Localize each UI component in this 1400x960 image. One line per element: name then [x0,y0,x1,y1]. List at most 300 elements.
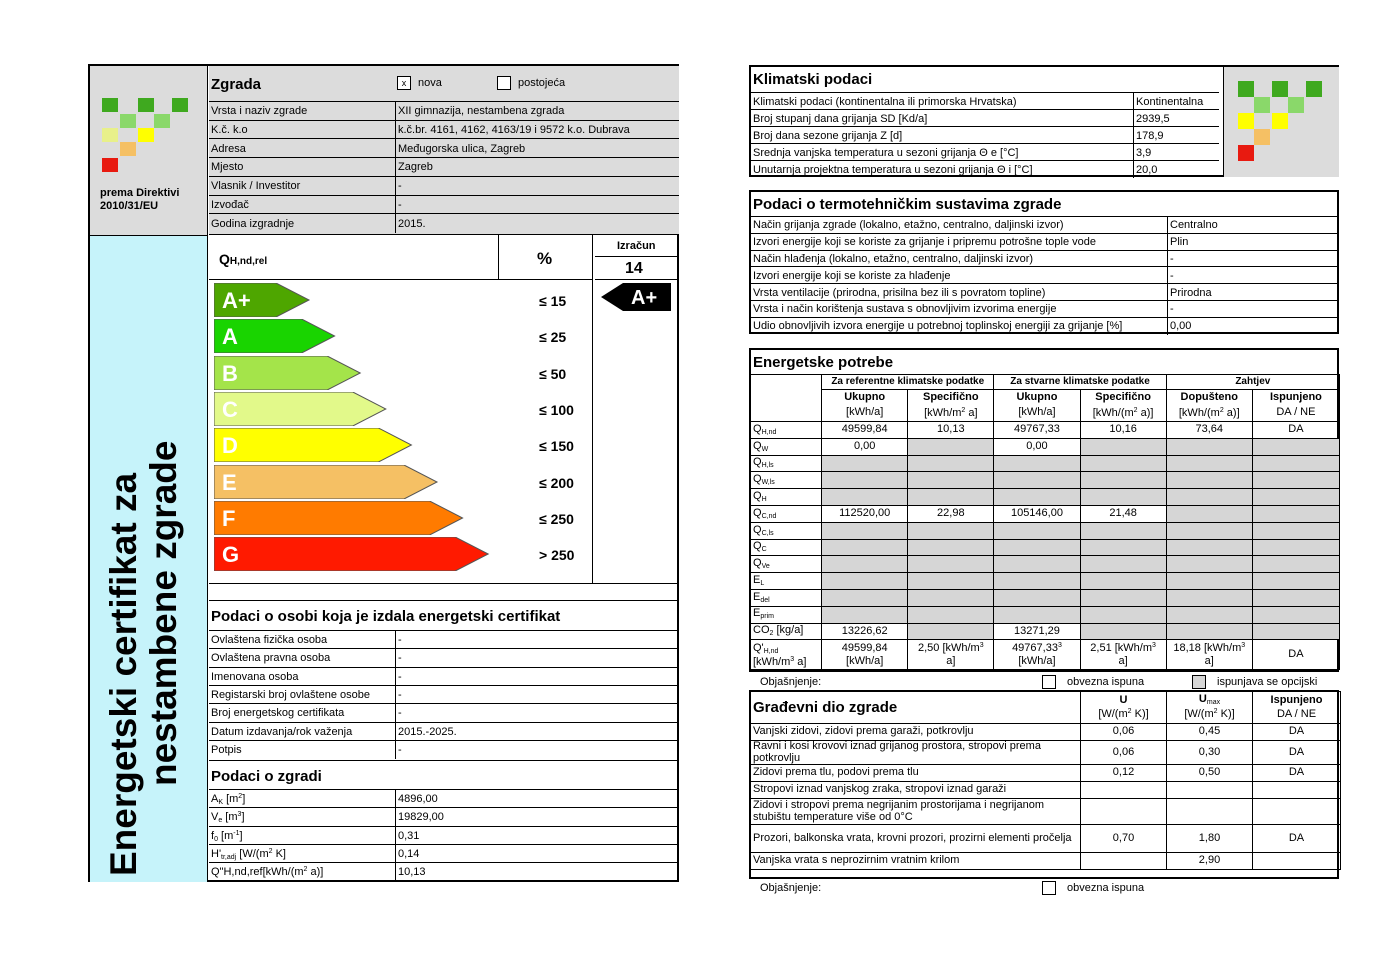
system-value: Plin [1170,236,1189,249]
issuer-divider [395,668,396,686]
issuer-label: Ovlaštena fizička osoba [211,634,328,647]
parts-u: 0,06 [1081,741,1167,765]
building-value: 0,14 [398,847,420,860]
needs-label-main: CO [753,624,770,637]
energy-class-arrow [214,392,386,426]
system-value: Prirodna [1170,286,1212,299]
building-label-sub: e [218,817,223,825]
grp-req-header: Zahtjev [1166,375,1339,390]
needs-cell [1252,522,1339,539]
climate-label: Broj dana sezone grijanja Z [d] [753,129,903,142]
needs-label-sub: W,ls [761,479,775,487]
parts-u: 0,70 [1081,825,1167,853]
needs-cell [1252,623,1339,640]
unit-main: [kWh/m [924,406,962,419]
needs-row-label [751,472,822,489]
building-divider [395,845,396,863]
logo-panel [90,66,208,235]
needs-unit [1080,406,1166,422]
needs-label-sub: W [761,445,769,453]
building-row [209,826,679,844]
needs-cell-top: 18,18 [kWh/m [1173,642,1242,655]
needs-label-main: Q [753,557,762,570]
needs-group-header [751,375,1340,390]
needs-cell [1252,589,1339,606]
unit-end: a] [965,406,978,419]
climate-divider [1133,110,1134,127]
needs-cell: DA [1252,422,1339,439]
system-row [751,266,1337,283]
scale-bottom-line [209,583,679,584]
building-label-sup: 2 [268,847,273,855]
building-label-end: ] [241,811,245,824]
parts-unit-sup: 2 [1127,707,1132,715]
building-label [211,811,245,824]
building-row [209,844,679,862]
parts-umax [1167,799,1253,825]
needs-cell [994,539,1080,556]
unit-end: a)] [1137,406,1154,419]
needs-col-col_met: Ispunjeno [1252,390,1339,406]
needs-label-sub: H,nd [761,428,777,436]
zgrada-value: - [398,198,402,211]
needs-cell: 13271,29 [994,623,1080,640]
needs-cell [1252,438,1339,455]
parts-col-header [1081,692,1167,724]
needs-row-label [751,505,822,522]
energy-class-bar-5 [214,428,426,462]
building-data-section [209,760,679,882]
vertical-title-line1: Energetski certifikat za [103,472,144,876]
parts-umax: 0,30 [1167,741,1253,765]
building-label-unit: [m [222,811,238,824]
building-label [211,866,323,879]
building-data-title: Podaci o zgradi [211,768,322,785]
climate-row [751,92,1219,109]
needs-row [751,539,1340,556]
system-row [751,216,1337,233]
needs-section [749,348,1339,672]
needs-cell [1166,589,1252,606]
needs-cell: 49767,33 [994,422,1080,439]
unit-main: [kWh/a] [846,406,884,419]
parts-u: 0,12 [1081,765,1167,782]
needs-row-label [751,422,822,439]
energy-class-limit: ≤ 15 [539,293,567,309]
needs-label-sub: C [761,546,767,554]
needs-cell-sup: 3 [1057,642,1062,650]
parts-u: 0,06 [1081,724,1167,741]
issuer-value: - [398,707,402,720]
building-label-sup: 2 [303,866,308,874]
systems-title: Podaci o termotehničkim sustavima zgrade [753,196,1062,213]
vertical-title [104,256,184,876]
needs-label-main: Q [753,473,762,486]
building-row [209,807,679,825]
calc-value: 14 [625,260,643,277]
needs-label-main: Q [753,506,762,519]
building-divider [395,790,396,808]
needs-row-label [751,438,822,455]
climate-label: Unutarnja projektna temperatura u sezoni grijanja Θ i [°C] [753,163,1033,176]
parts-row-label: Stropovi iznad vanjskog zraka, stropovi iznad garaži [751,782,1081,799]
needs-cell [1166,522,1252,539]
needs-cell [822,606,908,623]
needs-col-col_total: Ukupno [994,390,1080,406]
parts-row-label: Prozori, balkonska vrata, krovni prozori, prozirni elementi pročelja [751,825,1081,853]
needs-cell-sub: [kWh/a] [846,654,884,667]
energy-class-arrow [214,428,411,462]
percent-label: % [537,249,553,268]
parts-u [1081,782,1167,799]
zgrada-value: Zagreb [398,161,433,174]
parts-legend-label: Objašnjenje: [760,882,822,894]
needs-label-main: E [753,607,761,620]
needs-cell [1166,505,1252,522]
needs-cell [908,455,994,472]
needs-cell [1166,438,1252,455]
building-label-end: K] [272,847,286,860]
needs-label-main: Q [753,489,762,502]
needs-cell [994,573,1080,590]
zgrada-divider [395,139,396,158]
needs-label-main: Q [753,422,762,435]
zgrada-value: k.č.br. 4161, 4162, 4163/19 i 9572 k.o. Dubrava [398,124,630,137]
needs-cell-sup: 3 [1152,642,1156,650]
needs-row [751,489,1340,506]
parts-met [1253,799,1341,825]
energy-class-bar-6 [214,465,452,499]
unit-main: [kWh/(m [1092,406,1134,419]
zgrada-label: Izvođač [211,198,249,211]
issuer-row [209,667,679,685]
zgrada-row [209,157,679,176]
energy-class-limit: ≤ 200 [539,474,574,491]
needs-cell: 73,64 [1166,422,1252,439]
needs-label-main: Q [753,540,762,553]
parts-title: Građevni dio zgrade [751,692,1081,724]
climate-divider [1133,93,1134,110]
system-label: Izvori energije koji se koriste za hlađenje [753,269,951,282]
energy-class-bar-7 [214,501,478,535]
existing-building-label: postojeća [518,77,566,89]
zgrada-label: Vlasnik / Investitor [211,180,301,193]
building-label-main: Q"H,nd,ref[kWh/(m [211,866,304,879]
needs-label-unit: [kWh/m [753,655,791,668]
left-certificate-page [88,64,679,882]
zgrada-label: Vrsta i naziv zgrade [211,105,308,118]
parts-row-label: Zidovi i stropovi prema negrijanim prostorijama i negrijanom stubištu temperature više od 0°C [751,799,1081,825]
needs-cell [1252,489,1339,506]
q-hnd-rel-label: QH,nd,rel [219,251,268,267]
needs-cell [822,455,908,472]
needs-row-label [751,539,822,556]
issuer-divider [395,741,396,759]
needs-cell [1080,455,1166,472]
unit-end: a)] [1223,406,1240,419]
system-row [751,250,1337,267]
needs-col-col_spec: Specifično [1080,390,1166,406]
climate-row [751,143,1219,160]
needs-cell [908,539,994,556]
issuer-divider [395,723,396,741]
needs-cell-sub: a] [1204,654,1214,667]
needs-cell [1166,539,1252,556]
parts-umax: 0,50 [1167,765,1253,782]
needs-row-label [751,489,822,506]
building-label-main: A [211,793,219,805]
issuer-row [209,703,679,721]
scale-header-bottom [209,279,592,280]
issuer-label: Ovlaštena pravna osoba [211,652,331,665]
needs-row-label [751,640,822,670]
needs-col-col_total: Ukupno [822,390,908,406]
climate-value: 2939,5 [1136,112,1170,125]
needs-cell [1080,589,1166,606]
parts-row-label: Ravni i kosi krovovi iznad grijanog prostora, stropovi prema potkrovlju [751,741,1081,765]
needs-label-main: E [753,590,761,603]
parts-col-header [1167,692,1253,724]
parts-row-label: Zidovi prema tlu, podovi prema tlu [751,765,1081,782]
issuer-divider [395,649,396,667]
needs-label-main: Q [753,523,762,536]
system-divider [1167,267,1168,284]
building-label-sub: tr,adj [221,853,237,861]
needs-cell [822,589,908,606]
parts-legend-required-box [1042,881,1056,895]
parts-row [751,782,1341,799]
needs-cell [1252,606,1339,623]
building-row [209,862,679,880]
system-divider [1167,301,1168,318]
parts-row [751,799,1341,825]
needs-cell [908,556,994,573]
issuer-label: Registarski broj ovlaštene osobe [211,689,370,702]
zgrada-divider [395,158,396,177]
needs-cell [1166,623,1252,640]
needs-cell [822,539,908,556]
building-label-sup: 2 [238,793,243,800]
needs-label-sub: C,nd [761,512,777,520]
climate-label: Klimatski podaci (kontinentalna ili primorska Hrvatska) [753,95,1017,108]
parts-row [751,825,1341,853]
needs-unit [1252,406,1339,422]
calc-divider-2 [595,279,677,280]
needs-cell: 0,00 [822,438,908,455]
needs-row-label [751,455,822,472]
system-label: Vrsta ventilacije (prirodna, prisilna bez ili s povratom topline) [753,286,1046,299]
energy-class-limit: > 250 [539,547,575,564]
energy-class-label: G [222,542,240,568]
parts-row-label: Vanjska vrata s neprozirnim vratnim krilom [751,853,1081,870]
scale-header-divider-1 [498,235,499,279]
parts-umax [1167,782,1253,799]
parts-met: DA [1253,765,1341,782]
energy-scale-section [209,234,679,586]
system-divider [1167,234,1168,251]
building-label [211,848,286,861]
directive-text: prema Direktivi 2010/31/EU [100,187,180,212]
needs-col-col_allowed: Dopušteno [1166,390,1252,406]
unit-main: [kWh/(m [1178,406,1220,419]
building-label-main: H' [211,847,222,860]
system-divider [1167,318,1168,335]
needs-cell [1080,539,1166,556]
issuer-divider [395,631,396,649]
parts-met [1253,853,1341,870]
needs-cell [908,589,994,606]
energy-class-limit: ≤ 150 [539,438,574,455]
current-class-arrow [601,283,673,311]
issuer-row [209,685,679,703]
needs-row [751,556,1340,573]
needs-label-main: E [753,573,761,586]
parts-u [1081,853,1167,870]
climate-value: 178,9 [1136,129,1164,142]
existing-building-checkbox[interactable] [497,76,511,90]
climate-value: 3,9 [1136,146,1152,159]
needs-cell [994,556,1080,573]
needs-cell [1080,489,1166,506]
energy-class-label: D [222,433,238,459]
zgrada-divider [395,102,396,121]
energy-class-bar-2 [214,319,350,353]
unit-sup: 2 [1219,406,1224,414]
issuer-row [209,722,679,740]
needs-legend-label: Objašnjenje: [760,676,822,688]
current-class-text: A+ [631,287,658,309]
needs-row-label [751,623,822,640]
needs-row-label [751,606,822,623]
unit-sup: 2 [1133,406,1138,414]
energy-class-label: B [222,360,238,386]
needs-cell [908,640,994,670]
needs-row [751,455,1340,472]
new-building-checkbox[interactable]: x [397,76,411,90]
zgrada-row [209,101,679,120]
building-label-unit: [m [217,829,234,842]
climate-label: Srednja vanjska temperatura u sezoni grijanja Θ e [°C] [753,146,1019,159]
needs-cell [908,623,994,640]
system-value: - [1170,252,1174,265]
parts-unit: [W/(m [1098,707,1128,720]
needs-cell: 112520,00 [822,505,908,522]
zgrada-divider [395,177,396,196]
energy-class-bar-1 [214,283,324,317]
needs-cell [1252,455,1339,472]
energy-class-limit: ≤ 250 [539,510,574,527]
building-value: 0,31 [398,829,420,842]
system-label: Način hlađenja (lokalno, etažno, centralno, daljinski izvor) [753,252,1034,265]
energy-class-limit: ≤ 50 [539,365,567,382]
zgrada-value: 2015. [398,217,426,230]
needs-unit [994,406,1080,422]
needs-row [751,522,1340,539]
needs-cell [822,640,908,670]
issuer-label: Datum izdavanja/rok važenja [211,725,353,738]
climate-section [749,65,1339,177]
needs-label-end: a] [794,655,807,668]
eu-logo-icon [102,96,192,178]
needs-cell: 0,00 [994,438,1080,455]
zgrada-value: XII gimnazija, nestambena zgrada [398,105,565,118]
climate-row [751,160,1219,177]
needs-label-sub: L [760,579,765,587]
needs-cell [1166,489,1252,506]
needs-row [751,606,1340,623]
energy-class-label: E [222,469,237,495]
parts-legend [760,881,1340,897]
building-label-sup: 3 [237,811,242,819]
building-parts-section [749,690,1339,879]
system-label: Udio obnovljivih izvora energije u potrebnoj toplinskoj energiji za grijanje [%] [753,320,1123,333]
needs-label-sub: Ve [761,563,770,571]
needs-legend-optional: ispunjava se opcijski [1217,676,1318,688]
needs-unit [908,406,994,422]
needs-legend [760,675,1340,691]
building-parts-table [750,691,1341,870]
issuer-title: Podaci o osobi koja je izdala energetski certifikat [211,608,561,625]
needs-cell [994,640,1080,670]
needs-cell [908,573,994,590]
needs-label-main: Q [753,456,762,469]
system-row [751,300,1337,317]
climate-title: Klimatski podaci [753,71,873,88]
energy-class-limit: ≤ 25 [539,329,567,346]
issuer-row [209,648,679,666]
energy-class-bar-4 [214,392,401,426]
needs-cell [1252,573,1339,590]
building-row [209,789,679,807]
building-value: 4896,00 [398,793,438,805]
needs-table [750,374,1340,670]
needs-cell [822,573,908,590]
needs-label-main: Q [753,439,762,452]
needs-cell: 10,16 [1080,422,1166,439]
building-label-sup: -1 [233,829,240,837]
parts-row [751,724,1341,741]
parts-row-label: Vanjski zidovi, zidovi prema garaži, potkrovlju [751,724,1081,741]
energy-class-bar-3 [214,356,375,390]
issuer-value: - [398,689,402,702]
needs-cell [822,489,908,506]
building-label-end: ] [242,793,246,805]
needs-row-label [751,556,822,573]
issuer-value: - [398,743,402,756]
parts-row [751,765,1341,782]
parts-col-header [1253,692,1341,724]
needs-cell [1252,472,1339,489]
needs-col-col_spec: Specifično [908,390,994,406]
needs-cell [994,522,1080,539]
building-label-sub: K [218,799,224,806]
systems-section [749,190,1339,334]
energy-class-limit: ≤ 100 [539,401,574,418]
parts-col-sub: max [1206,699,1221,707]
parts-umax: 1,80 [1167,825,1253,853]
climate-value: 20,0 [1136,163,1158,176]
parts-row [751,853,1341,870]
climate-logo-panel [1223,67,1339,177]
energy-class-label: C [222,396,238,422]
needs-cell-sup: 3 [979,642,984,650]
needs-row [751,422,1340,439]
unit-sup: 2 [961,406,966,414]
needs-row-qhnd-volume [751,640,1340,670]
needs-label-main: Q' [753,641,764,654]
system-label: Izvori energije koji se koriste za grijanje i pripremu potrošne tople vode [753,236,1097,249]
energy-class-label: A+ [222,288,251,313]
